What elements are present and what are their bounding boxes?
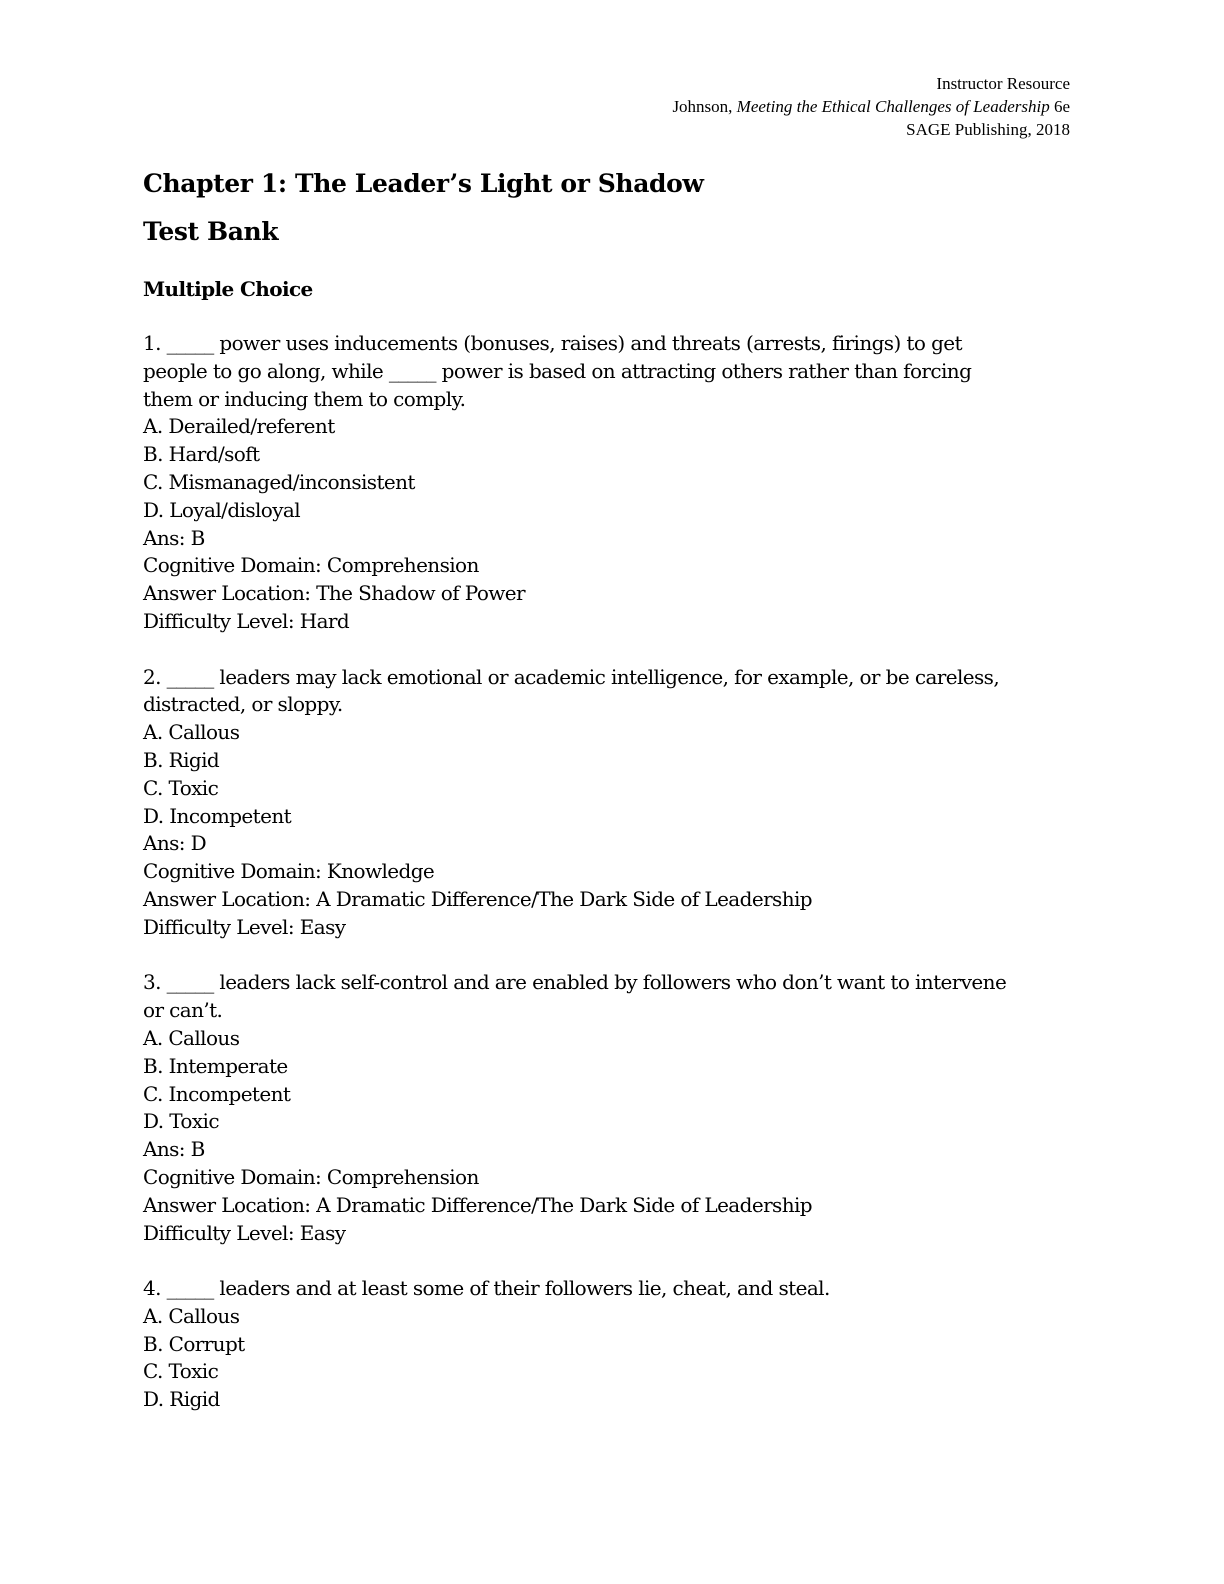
answer-location: Answer Location: The Shadow of Power xyxy=(143,581,526,606)
question-stem-line: 4. _____ leaders and at least some of their followers lie, cheat, and steal. xyxy=(143,1276,830,1301)
cognitive-domain: Cognitive Domain: Knowledge xyxy=(143,859,435,884)
option-c: C. Toxic xyxy=(143,1359,219,1384)
question-1 xyxy=(143,330,1083,636)
difficulty-level: Difficulty Level: Easy xyxy=(143,914,346,939)
header-book-title: Meeting the Ethical Challenges of Leadership xyxy=(736,97,1050,116)
option-c: C. Toxic xyxy=(143,775,219,800)
option-a: A. Callous xyxy=(143,720,240,745)
option-b: B. Corrupt xyxy=(143,1331,245,1356)
header-publisher: SAGE Publishing, 2018 xyxy=(906,120,1070,139)
chapter-title: Chapter 1: The Leader’s Light or Shadow xyxy=(143,169,704,198)
question-stem-line: distracted, or sloppy. xyxy=(143,692,343,717)
difficulty-level: Difficulty Level: Hard xyxy=(143,608,350,633)
option-a: A. Callous xyxy=(143,1025,240,1050)
cognitive-domain: Cognitive Domain: Comprehension xyxy=(143,1164,479,1189)
section-title: Multiple Choice xyxy=(143,277,313,301)
option-d: D. Incompetent xyxy=(143,803,292,828)
question-3 xyxy=(143,969,1083,1247)
option-b: B. Intemperate xyxy=(143,1053,288,1078)
page-header xyxy=(672,72,1070,141)
option-a: A. Derailed/referent xyxy=(143,414,335,439)
question-stem-line: 2. _____ leaders may lack emotional or academic intelligence, for example, or be careless, xyxy=(143,664,1000,689)
difficulty-level: Difficulty Level: Easy xyxy=(143,1220,346,1245)
answer: Ans: B xyxy=(143,525,205,550)
header-author: Johnson, xyxy=(672,97,733,116)
option-d: D. Rigid xyxy=(143,1387,220,1412)
header-edition: 6e xyxy=(1053,97,1070,116)
question-stem-line: people to go along, while _____ power is based on attracting others rather than forcing xyxy=(143,358,972,383)
question-2 xyxy=(143,664,1083,942)
answer-location: Answer Location: A Dramatic Difference/The Dark Side of Leadership xyxy=(143,886,812,911)
option-b: B. Hard/soft xyxy=(143,442,260,467)
question-stem-line: 1. _____ power uses inducements (bonuses, raises) and threats (arrests, firings) to get xyxy=(143,331,962,355)
question-stem-line: 3. _____ leaders lack self-control and are enabled by followers who don’t want to intervene xyxy=(143,970,1007,995)
question-stem-line: or can’t. xyxy=(143,998,223,1023)
question-4 xyxy=(143,1275,1083,1414)
answer: Ans: B xyxy=(143,1137,205,1162)
question-stem-line: them or inducing them to comply. xyxy=(143,386,466,411)
document-subtitle: Test Bank xyxy=(143,217,279,246)
cognitive-domain: Cognitive Domain: Comprehension xyxy=(143,553,479,578)
document-body xyxy=(143,166,1083,1442)
answer: Ans: D xyxy=(143,831,207,856)
answer-location: Answer Location: A Dramatic Difference/The Dark Side of Leadership xyxy=(143,1192,812,1217)
option-c: C. Incompetent xyxy=(143,1081,291,1106)
option-c: C. Mismanaged/inconsistent xyxy=(143,469,415,494)
option-a: A. Callous xyxy=(143,1303,240,1328)
option-d: D. Loyal/disloyal xyxy=(143,497,301,522)
header-resource-label: Instructor Resource xyxy=(936,74,1070,93)
option-d: D. Toxic xyxy=(143,1109,219,1134)
option-b: B. Rigid xyxy=(143,747,220,772)
header-book-citation xyxy=(672,95,1070,118)
